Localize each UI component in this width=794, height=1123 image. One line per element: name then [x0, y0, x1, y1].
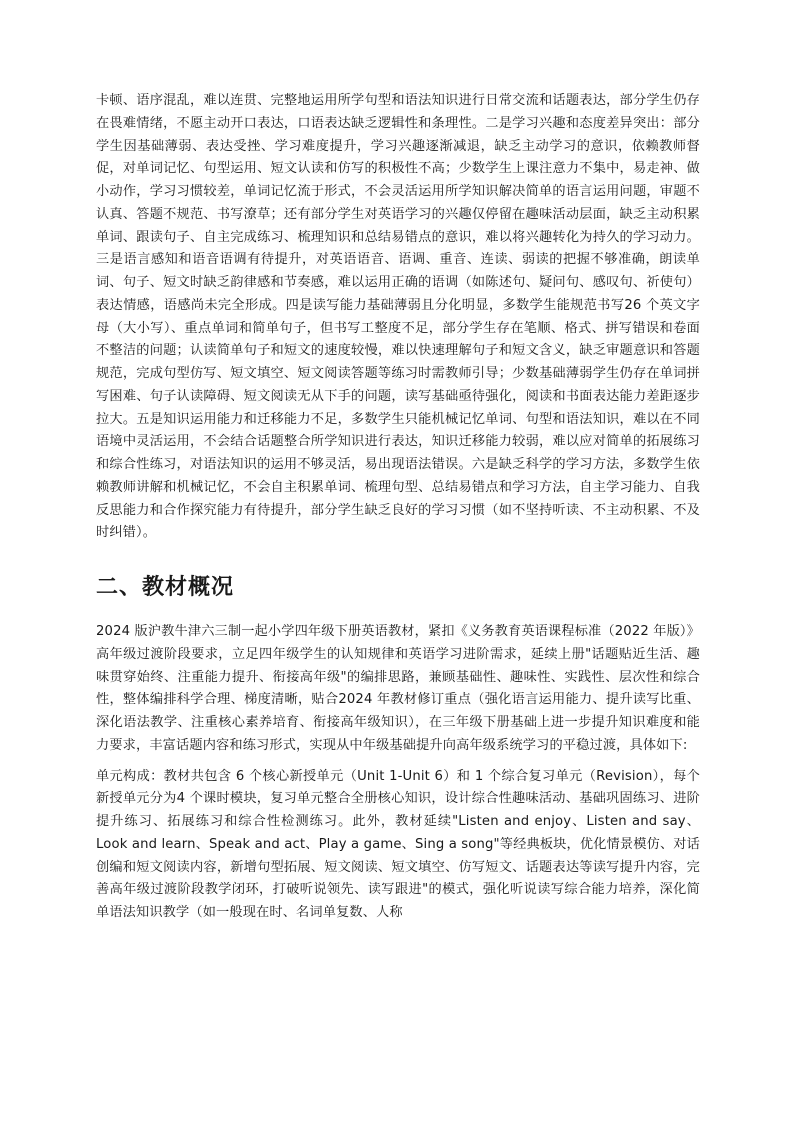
paragraph-textbook-intro: 2024 版沪教牛津六三制一起小学四年级下册英语教材，紧扣《义务教育英语课程标准（2022 年版）》高年级过渡阶段要求，立足四年级学生的认知规律和英语学习进阶需求，延续上册"话题贴近生活、趣味贯穿始终、注重能力提升、衔接高年级"的编排思路，兼顾基础性、趣味性、实践性、层次性和综合性，整体编排科学合理、梯度清晰，贴合2024 年教材修订重点（强化语言运用能力、提升读写比重、深化语法教学、注重核心素养培育、衔接高年级知识），在三年级下册基础上进一步提升知识难度和能力要求，丰富话题内容和练习形式，实现从中年级基础提升向高年级系统学习的平稳过渡，具体如下:: [96, 624, 700, 753]
document-page: [96, 90, 700, 925]
paragraph-learning-issues: 卡顿、语序混乱，难以连贯、完整地运用所学句型和语法知识进行日常交流和话题表达，部分学生仍存在畏难情绪，不愿主动开口表达，口语表达缺乏逻辑性和条理性。二是学习兴趣和态度差异突出：部分学生因基础薄弱、表达受挫、学习难度提升，学习兴趣逐渐减退，缺乏主动学习的意识，依赖教师督促，对单词记忆、句型运用、短文认读和仿写的积极性不高；少数学生上课注意力不集中，易走神、做小动作，学习习惯较差，单词记忆流于形式，不会灵活运用所学知识解决简单的语言运用问题，审题不认真、答题不规范、书写潦草；还有部分学生对英语学习的兴趣仅停留在趣味活动层面，缺乏主动积累单词、跟读句子、自主完成练习、梳理知识和总结易错点的意识，难以将兴趣转化为持久的学习动力。三是语言感知和语音语调有待提升，对英语语音、语调、重音、连读、弱读的把握不够准确，朗读单词、句子、短文时缺乏韵律感和节奏感，难以运用正确的语调（如陈述句、疑问句、感叹句、祈使句）表达情感，语感尚未完全形成。四是读写能力基础薄弱且分化明显，多数学生能规范书写26 个英文字母（大小写）、重点单词和简单句子，但书写工整度不足，部分学生存在笔顺、格式、拼写错误和卷面不整洁的问题；认读简单句子和短文的速度较慢，难以快速理解句子和短文含义，缺乏审题意识和答题规范，完成句型仿写、短文填空、短文阅读答题等练习时需教师引导；少数基础薄弱学生仍存在单词拼写困难、句子认读障碍、短文阅读无从下手的问题，读写基础亟待强化，阅读和书面表达能力差距逐步拉大。五是知识运用能力和迁移能力不足，多数学生只能机械记忆单词、句型和语法知识，难以在不同语境中灵活运用，不会结合话题整合所学知识进行表达，知识迁移能力较弱，难以应对简单的拓展练习和综合性练习，对语法知识的运用不够灵活，易出现语法错误。六是缺乏科学的学习方法，多数学生依赖教师讲解和机械记忆，不会自主积累单词、梳理句型、总结易错点和学习方法，自主学习能力、自我反思能力和合作探究能力有待提升，部分学生缺乏良好的学习习惯（如不坚持听读、不主动积累、不及时纠错）。: [96, 93, 700, 541]
paragraph-unit-structure: 单元构成：教材共包含 6 个核心新授单元（Unit 1-Unit 6）和 1 个综合复习单元（Revision），每个新授单元分为4 个课时模块，复习单元整合全册核心知识，设计综合性趣味活动、基础巩固练习、进阶提升练习、拓展练习和综合性检测练习。此外，教材延续"Listen and enjoy、Listen and say、Look and learn、Speak and act、Play a game、Sing a song"等经典板块，优化情景模仿、对话创编和短文阅读内容，新增句型拓展、短文阅读、短文填空、仿写短文、话题表达等读写提升内容，完善高年级过渡阶段教学闭环，打破听说领先、读写跟进"的模式，强化听说读写综合能力培养，深化简单语法知识教学（如一般现在时、名词单复数、人称: [96, 768, 700, 920]
section-heading-textbook-overview: 二、教材概况: [96, 575, 235, 600]
